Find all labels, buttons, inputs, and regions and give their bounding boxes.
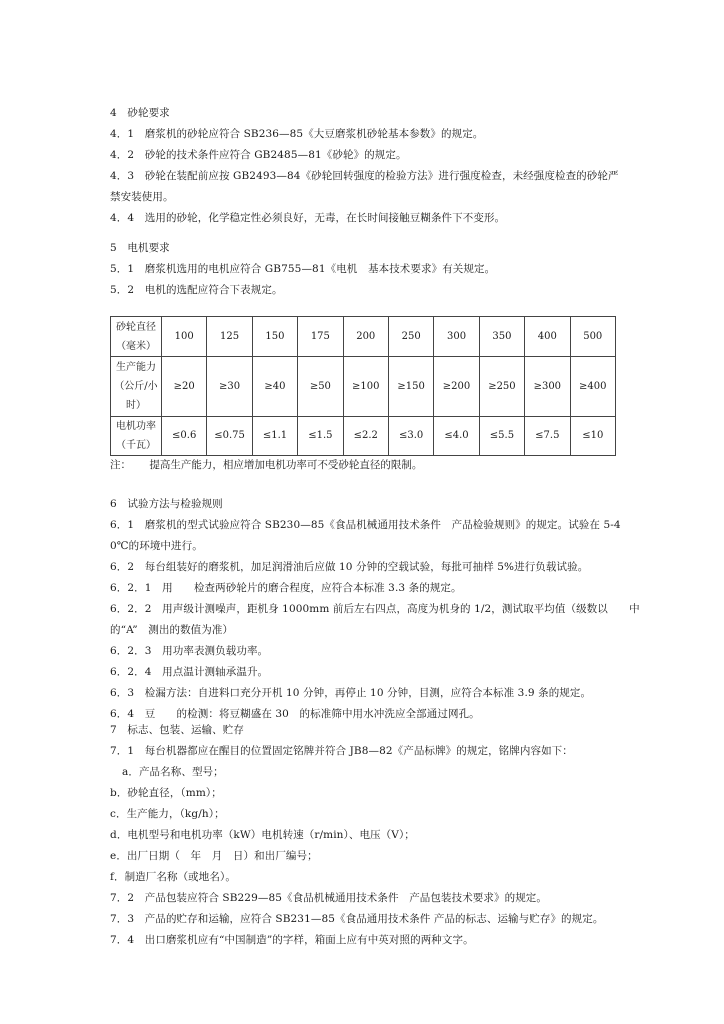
list-item-d: d．电机型号和电机功率（kW）电机转速（r/min）、电压（V）； [110, 829, 415, 841]
table-cell: ≥300 [525, 357, 570, 417]
list-item-b: b．砂轮直径，（mm）； [110, 787, 222, 799]
table-cell: ≤7.5 [525, 417, 570, 456]
table-cell: 100 [162, 317, 207, 357]
note-label: 注： [110, 459, 131, 471]
clause-4-2: 4．2 砂轮的技术条件应符合 GB2485—81《砂轮》的规定。 [110, 149, 407, 161]
clause-6-3: 6．3 检漏方法：自进料口充分开机 10 分钟，再停止 10 分钟，目测，应符合本标准 3.9 条的规定。 [110, 687, 592, 699]
clause-7-2: 7．2 产品包装应符合 SB229—85《食品机械通用技术条件 产品包装技术要求》的规定。 [110, 892, 548, 904]
clause-7-3: 7．3 产品的贮存和运输，应符合 SB231—85《食品通用技术条件 产品的标志、运输与贮存》的规定。 [110, 913, 604, 925]
clause-6-2-3: 6．2．3 用功率表测负载功率。 [110, 645, 269, 657]
table-note [110, 456, 422, 474]
clause-5-2: 5．2 电机的选配应符合下表规定。 [110, 284, 283, 296]
clause-6-2-2-cont: 的“A” 测出的数值为准） [110, 624, 234, 636]
clause-6-1: 6．1 磨浆机的型式试验应符合 SB230—85《食品机械通用技术条件 产品检验规则》的规定。试验在 5-4 [110, 519, 621, 531]
table-cell: ≥40 [252, 357, 297, 417]
note-text: 提高生产能力，相应增加电机功率可不受砂轮直径的限制。 [149, 459, 423, 471]
section-5 [110, 238, 630, 301]
list-item-c: c．生产能力，（kg/h）； [110, 808, 225, 820]
table-cell: 250 [388, 317, 433, 357]
table-cell: ≥200 [434, 357, 479, 417]
table-cell: ≥250 [479, 357, 524, 417]
section-4 [110, 103, 630, 229]
table-cell: ≥50 [298, 357, 343, 417]
table-cell: ≥100 [343, 357, 388, 417]
clause-6-4: 6．4 豆 的检测：将豆糊盛在 30 的标准筛中用水冲洗应全部通过网孔。 [110, 708, 480, 720]
table-row-diameter [111, 317, 616, 357]
list-item-e: e．出厂日期（ 年 月 日）和出厂编号； [110, 850, 318, 862]
row-header-capacity: 生产能力 （公斤/小 时） [111, 357, 162, 417]
table-cell: 150 [252, 317, 297, 357]
table-cell: ≥20 [162, 357, 207, 417]
table-cell: ≤0.6 [162, 417, 207, 456]
clause-6-2-4: 6．2．4 用点温计测轴承温升。 [110, 666, 269, 678]
section-4-title: 4 砂轮要求 [110, 107, 170, 119]
clause-4-1: 4．1 磨浆机的砂轮应符合 SB236—85《大豆磨浆机砂轮基本参数》的规定。 [110, 128, 484, 140]
section-7-title: 7 标志、包装、运输、贮存 [110, 724, 244, 736]
list-item-a: a．产品名称、型号； [122, 766, 224, 778]
clause-4-4: 4．4 选用的砂轮，化学稳定性必须良好，无毒，在长时间接触豆糊条件下不变形。 [110, 212, 506, 224]
table-cell: ≤5.5 [479, 417, 524, 456]
table-cell: 300 [434, 317, 479, 357]
row-header-diameter: 砂轮直径 （毫米） [111, 317, 162, 357]
clause-5-1: 5．1 磨浆机选用的电机应符合 GB755—81《电机 基本技术要求》有关规定。 [110, 263, 496, 275]
clause-6-2-1: 6．2．1 用 检查两砂轮片的磨合程度，应符合本标准 3.3 条的规定。 [110, 582, 462, 594]
section-5-title: 5 电机要求 [110, 242, 170, 254]
table-cell: ≥30 [207, 357, 252, 417]
clause-7-4: 7．4 出口磨浆机应有“中国制造”的字样，箱面上应有中英对照的两种文字。 [110, 934, 474, 946]
table-row-capacity [111, 357, 616, 417]
table-cell: ≤10 [570, 417, 615, 456]
section-6-title: 6 试验方法与检验规则 [110, 498, 223, 510]
clause-4-3-cont: 禁安装使用。 [110, 191, 174, 203]
clause-6-2-2: 6．2．2 用声级计测噪声，距机身 1000mm 前后左右四点，高度为机身的 1/2，测试取平均值（级数以 中 [110, 603, 640, 615]
table-cell: 125 [207, 317, 252, 357]
table-cell: 350 [479, 317, 524, 357]
clause-4-3: 4．3 砂轮在装配前应按 GB2493—84《砂轮回转强度的检验方法》进行强度检查，未经强度检查的砂轮严 [110, 170, 619, 182]
motor-selection-table [110, 316, 616, 456]
table-cell: ≤4.0 [434, 417, 479, 456]
table-cell: ≤1.5 [298, 417, 343, 456]
list-item-f: f．制造厂名称（或地名）。 [110, 871, 236, 883]
table-cell: 175 [298, 317, 343, 357]
table-cell: 500 [570, 317, 615, 357]
table-cell: ≥400 [570, 357, 615, 417]
table-cell: 200 [343, 317, 388, 357]
table-cell: ≥150 [388, 357, 433, 417]
table-cell: ≤2.2 [343, 417, 388, 456]
table-cell: ≤1.1 [252, 417, 297, 456]
row-header-power: 电机功率 （千瓦） [111, 417, 162, 456]
table-row-power [111, 417, 616, 456]
clause-6-2: 6．2 每台组装好的磨浆机，加足润滑油后应做 10 分钟的空载试验，每批可抽样 5%进行负载试验。 [110, 561, 589, 573]
clause-7-1: 7．1 每台机器都应在醒目的位置固定铭牌并符合 JB8—82《产品标牌》的规定，铭牌内容如下： [110, 745, 573, 757]
clause-6-1-cont: 0℃的环境中进行。 [110, 540, 203, 552]
table-cell: 400 [525, 317, 570, 357]
table-cell: ≤3.0 [388, 417, 433, 456]
section-6 [110, 494, 640, 725]
table-cell: ≤0.75 [207, 417, 252, 456]
section-7 [110, 720, 630, 951]
